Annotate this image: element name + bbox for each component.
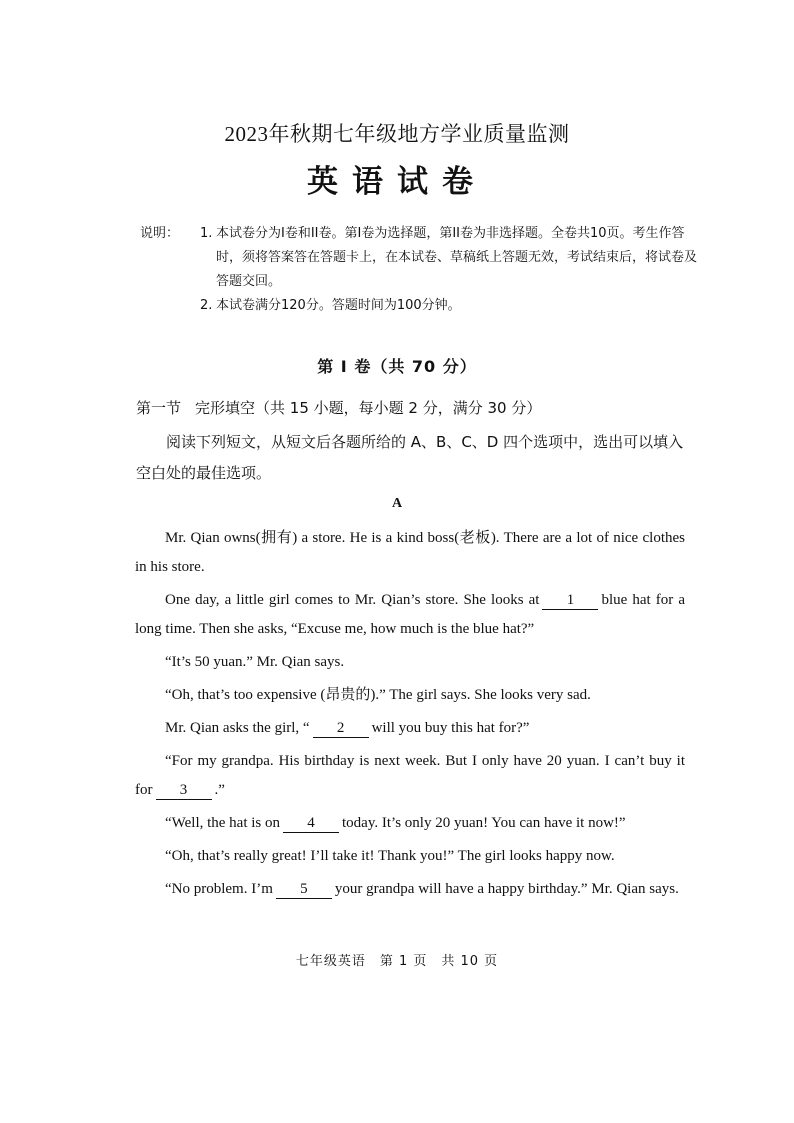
section-header: [136, 397, 696, 418]
subject-title: 英语试卷: [307, 164, 487, 200]
exam-title: 2023年秋期七年级地方学业质量监测: [224, 122, 570, 146]
section-name: 完形填空（共 15 小题，每小题 2 分，满分 30 分）: [195, 399, 542, 417]
paragraph: “It’s 50 yuan.” Mr. Qian says.: [165, 654, 345, 670]
note-item: [140, 294, 700, 318]
blank-3: 3: [156, 781, 212, 800]
blank-5: 5: [276, 880, 332, 899]
note-text: 本试卷满分120分。答题时间为100分钟。: [216, 298, 461, 313]
paragraph: “No problem. I’m 5 your grandpa will have a happy birthday.” Mr. Qian says.: [165, 881, 679, 897]
paragraph: Mr. Qian owns(拥有) a store. He is a kind boss(老板). There are a lot of nice clothes in his store.: [135, 530, 685, 575]
section-number: 第一节: [136, 399, 182, 417]
passage-label: A: [391, 496, 403, 511]
note-item: [140, 222, 700, 294]
passage-text: [135, 524, 685, 908]
paragraph: “Well, the hat is on 4 today. It’s only 20 yuan! You can have it now!”: [165, 815, 626, 831]
blank-1: 1: [542, 591, 598, 610]
paragraph: One day, a little girl comes to Mr. Qian’s store. She looks at 1 blue hat for a long time. Then she asks, “Excuse me, how much is the blue hat?”: [135, 592, 685, 637]
blank-2: 2: [313, 719, 369, 738]
paragraph: “Oh, that’s really great! I’ll take it! Thank you!” The girl looks happy now.: [165, 848, 615, 864]
note-number: 1.: [200, 226, 213, 241]
note-number: 2.: [200, 298, 213, 313]
paragraph: Mr. Qian asks the girl, “ 2 will you buy this hat for?”: [165, 720, 530, 736]
page-footer: 七年级英语 第 1 页 共 10 页: [295, 954, 499, 969]
notes-lead: 说明：: [140, 226, 180, 241]
part-title: 第 I 卷（共 70 分）: [317, 357, 477, 376]
exam-notes: [140, 222, 700, 318]
blank-4: 4: [283, 814, 339, 833]
section-instruction: 阅读下列短文，从短文后各题所给的 A、B、C、D 四个选项中，选出可以填入空白处的最佳选项。: [136, 433, 684, 482]
paragraph: “Oh, that’s too expensive (昂贵的).” The girl says. She looks very sad.: [165, 687, 591, 703]
note-text: 本试卷分为I卷和II卷。第I卷为选择题，第II卷为非选择题。全卷共10页。考生作答时，须将答案答在答题卡上，在本试卷、草稿纸上答题无效，考试结束后，将试卷及答题交回。: [216, 226, 698, 289]
paragraph: “For my grandpa. His birthday is next week. But I only have 20 yuan. I can’t buy it for 3 .”: [135, 753, 685, 798]
